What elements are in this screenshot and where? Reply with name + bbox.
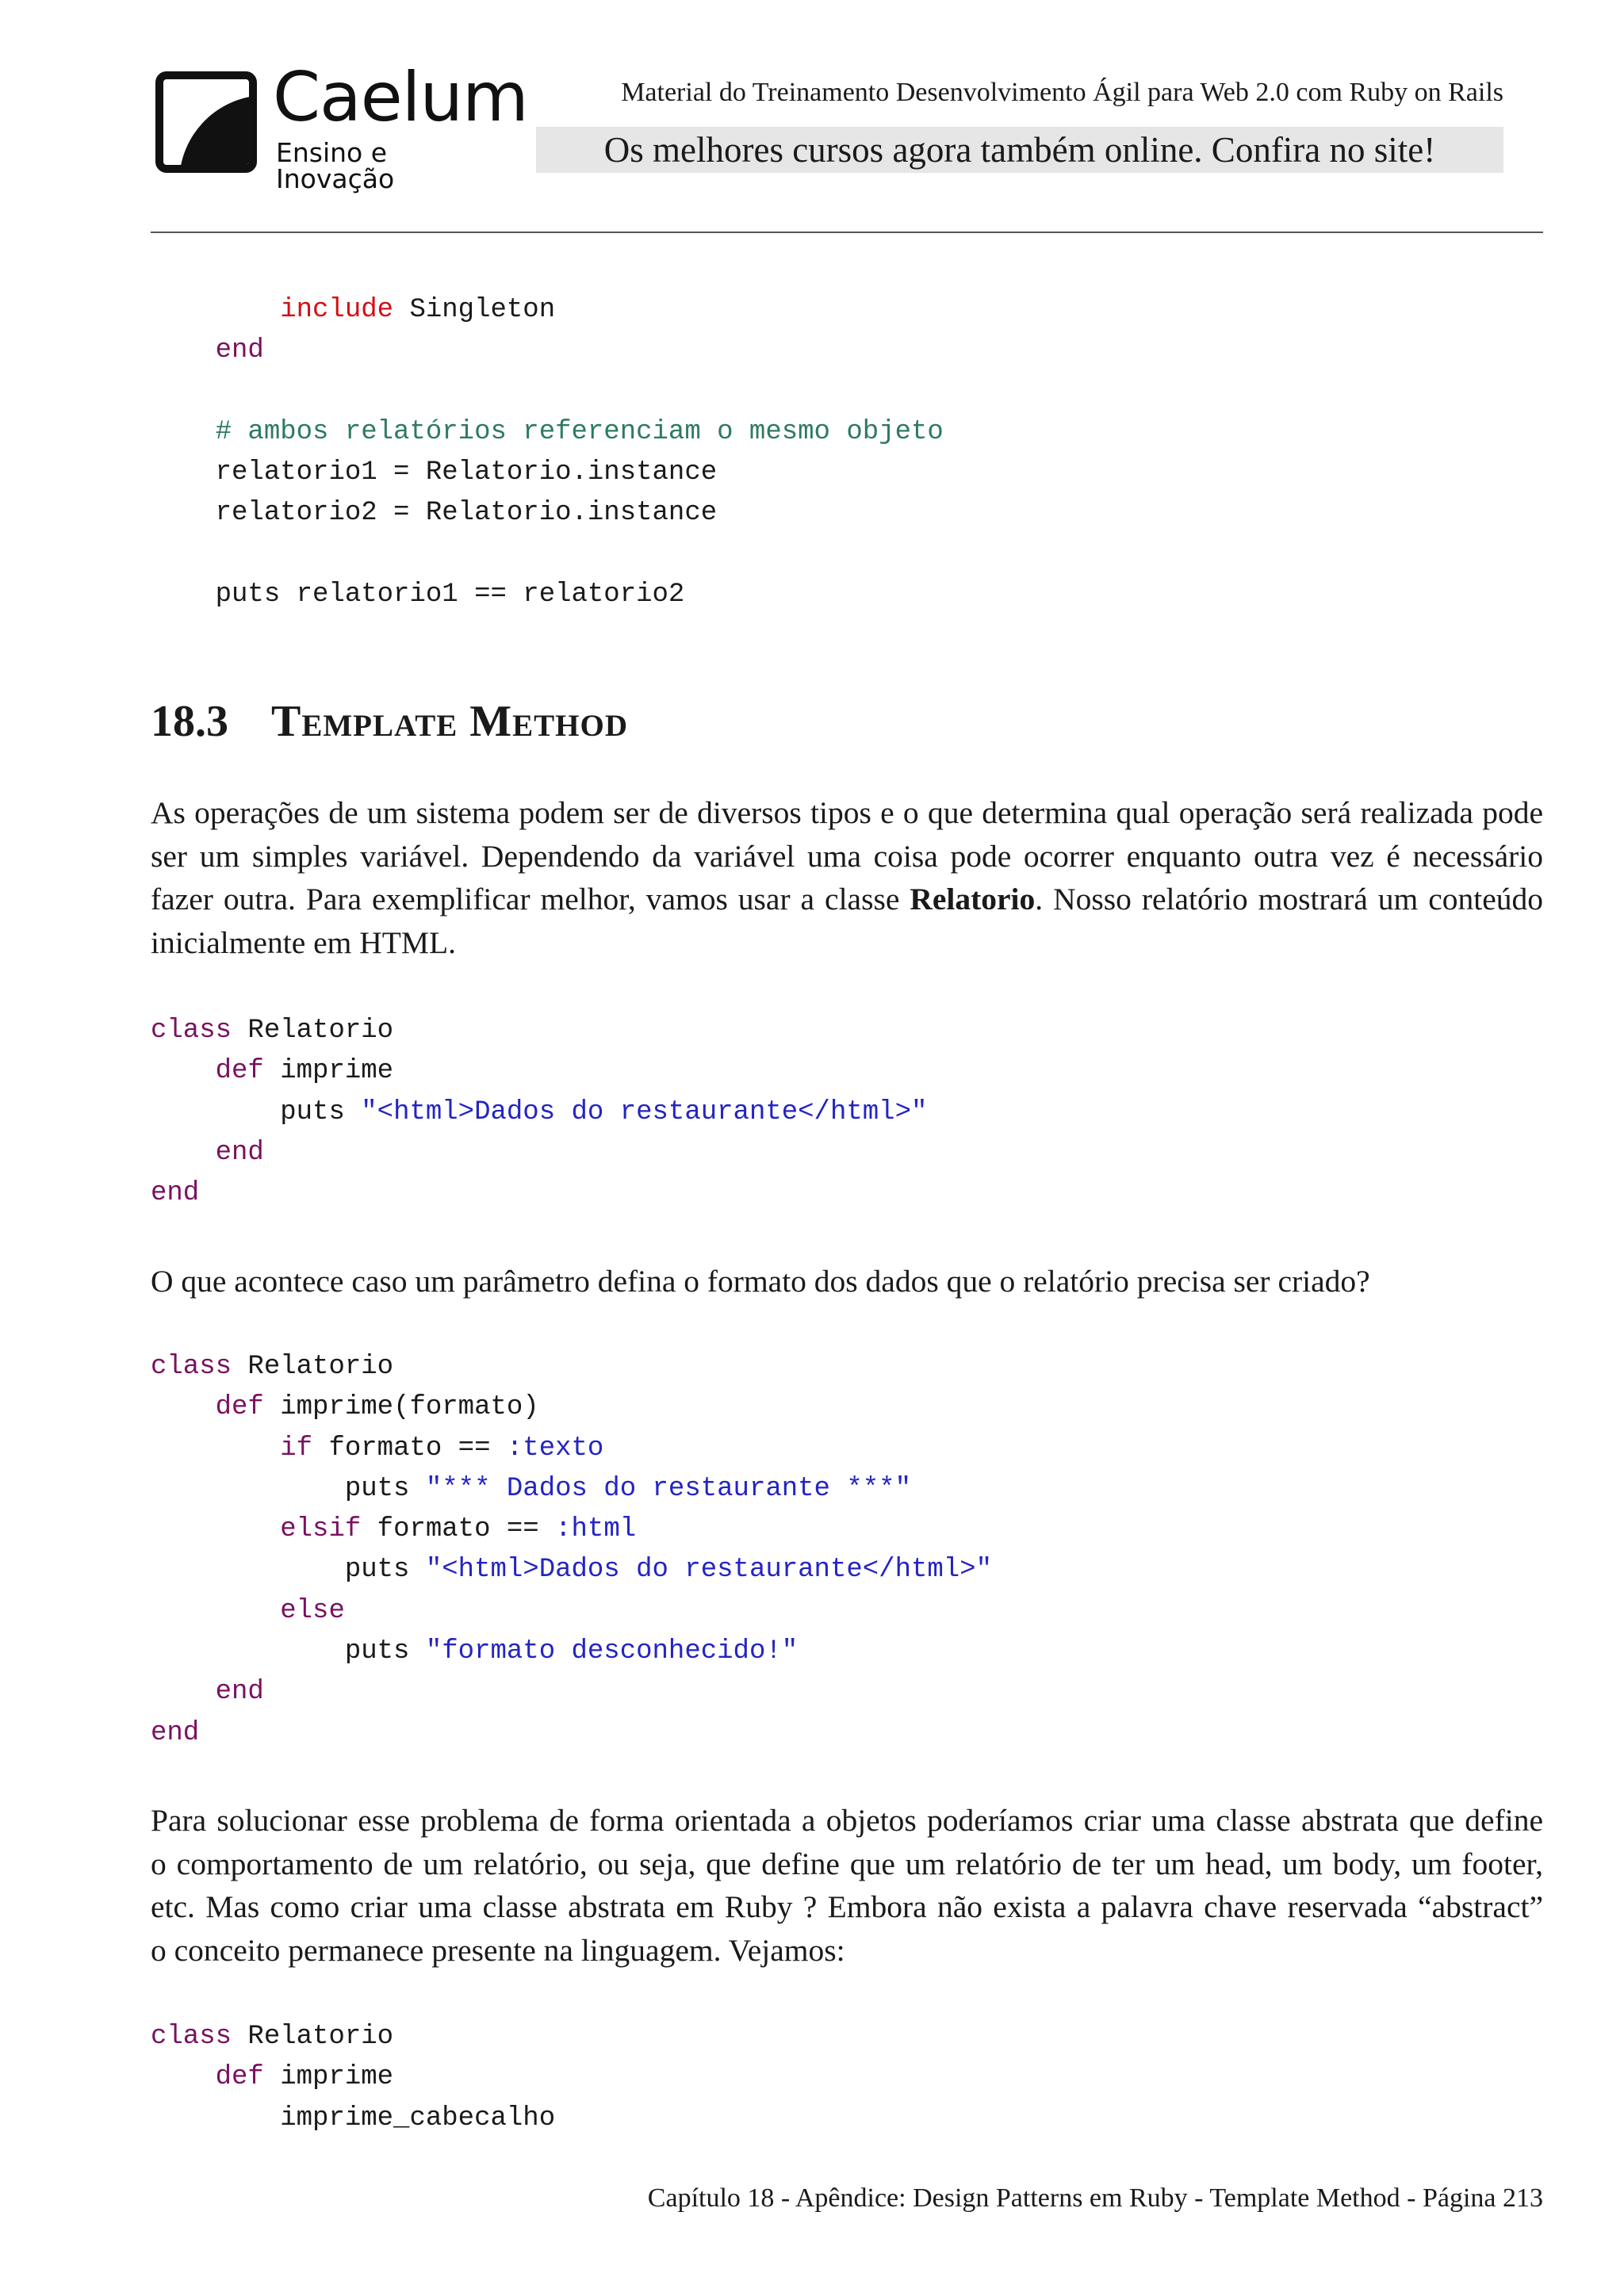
code-line: elsif formato == :html [280, 1514, 637, 1545]
header-divider [151, 232, 1543, 233]
code-block-relatorio-html [151, 1011, 1546, 1214]
caelum-logo [155, 58, 528, 194]
section-heading [151, 696, 628, 747]
bold-class-name: Relatorio [910, 882, 1036, 917]
code-line: puts "<html>Dados do restaurante</html>" [344, 1555, 992, 1586]
code-line: imprime_cabecalho [280, 2103, 556, 2133]
code-line: end [151, 1178, 200, 1209]
paragraph-abstract-class: Para solucionar esse problema de forma orientada a objetos poderíamos criar uma classe abstrata que define o comportamento de um relatório, ou seja, que define que um relatório de ter um head, um body, um footer, etc. Mas como criar uma classe abstrata em Ruby ? Embora não exista a palavra chave reservada “abstract” o conceito permanece presente na linguagem. Vejamos: [151, 1803, 1543, 1968]
section-number: 18.3 [151, 697, 228, 746]
code-line: puts "formato desconhecido!" [344, 1636, 799, 1667]
page-footer: Capítulo 18 - Apêndice: Design Patterns em Ruby - Template Method - Página 213 [647, 2183, 1543, 2213]
code-line: puts "<html>Dados do restaurante</html>" [280, 1096, 928, 1127]
code-line: def imprime [215, 2062, 394, 2093]
code-line: # ambos relatórios referenciam o mesmo objeto [215, 416, 944, 447]
code-line: include Singleton [280, 295, 556, 325]
code-line: else [280, 1595, 345, 1626]
logo-tagline: Ensino e Inovação [276, 137, 395, 194]
code-line: if formato == :texto [280, 1433, 604, 1464]
code-line: relatorio1 = Relatorio.instance [215, 457, 718, 488]
logo-name: Caelum [273, 58, 528, 137]
code-line: puts relatorio1 == relatorio2 [215, 580, 685, 610]
section-title: Template Method [271, 697, 629, 746]
code-line: end [215, 335, 264, 366]
code-line: end [151, 1717, 200, 1748]
caelum-logo-icon: ✱ [155, 71, 257, 173]
code-block-singleton [151, 290, 1546, 615]
code-line: def imprime [215, 1056, 394, 1087]
code-line: end [215, 1677, 264, 1708]
code-line: class Relatorio [151, 1352, 394, 1382]
code-line: def imprime(formato) [215, 1392, 539, 1423]
code-block-relatorio-abstract [151, 2017, 1546, 2139]
paragraph-question: O que acontece caso um parâmetro defina o formato dos dados que o relatório precisa ser criado? [151, 1264, 1370, 1299]
header-title: Material do Treinamento Desenvolvimento Ágil para Web 2.0 com Ruby on Rails [621, 78, 1503, 107]
code-line: relatorio2 = Relatorio.instance [215, 498, 718, 529]
code-line: end [215, 1137, 264, 1168]
header-promo-banner: Os melhores cursos agora também online. Confira no site! [536, 127, 1503, 173]
code-line: class Relatorio [151, 2022, 394, 2052]
paragraph-intro: As operações de um sistema podem ser de diversos tipos e o que determina qual operação será realizada pode ser um simples variável. Dependendo da variável uma coisa pode ocorrer enquanto outra vez é necessário fazer outra. Para exemplificar melhor, vamos usar a classe Relatorio. Nosso relatório mostrará um conteúdo inicialmente em HTML. [151, 795, 1543, 960]
code-line: class Relatorio [151, 1016, 394, 1046]
code-line: puts "*** Dados do restaurante ***" [344, 1473, 911, 1504]
code-block-relatorio-formato [151, 1347, 1546, 1754]
